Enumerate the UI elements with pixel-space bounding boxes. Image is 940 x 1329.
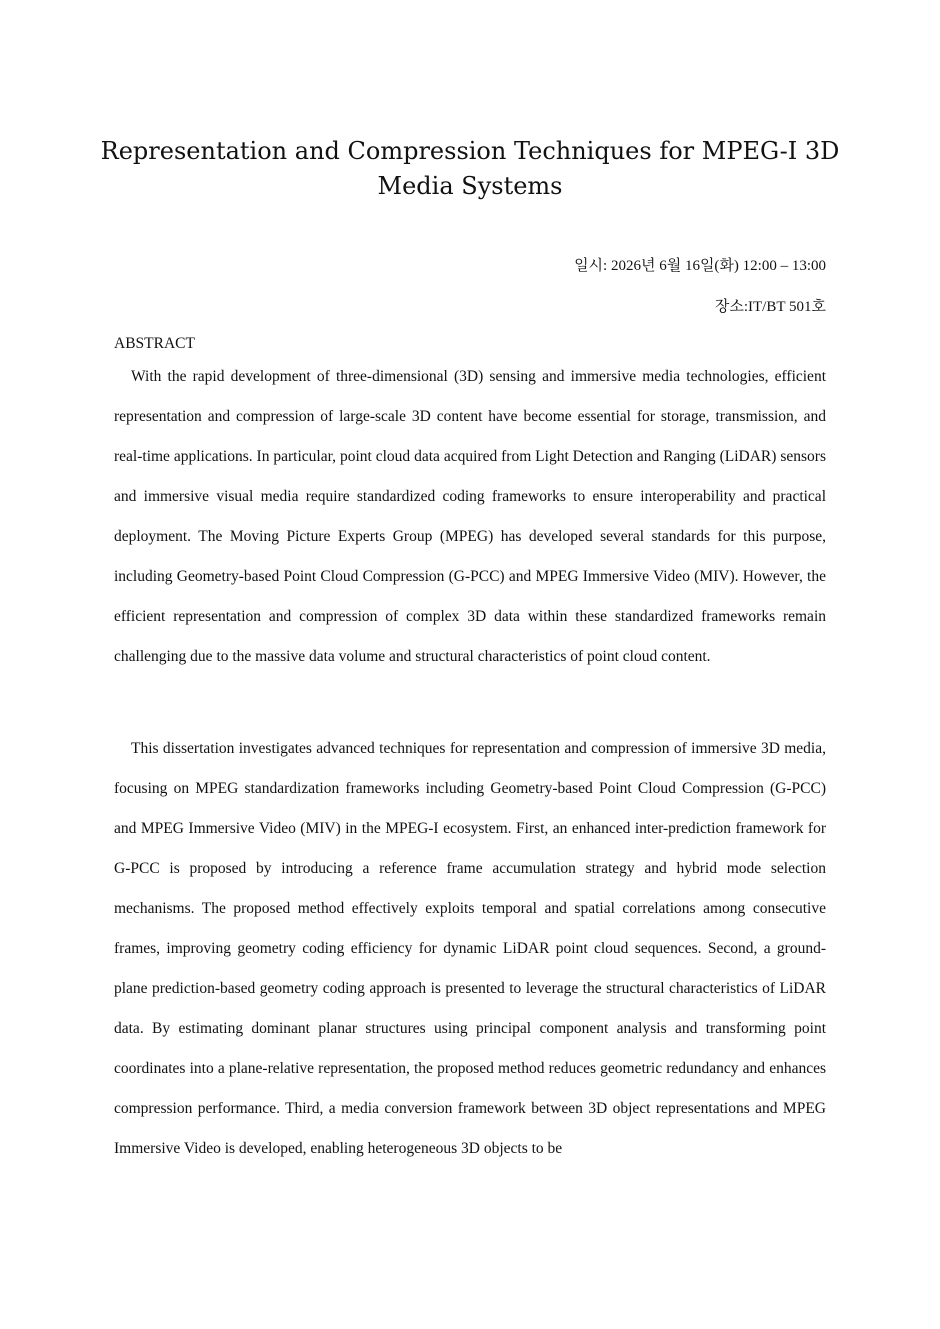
seminar-venue: 장소:IT/BT 501호	[714, 299, 826, 315]
abstract-paragraph-2: This dissertation investigates advanced techniques for representation and compression of immersive 3D media, focusing on MPEG standardization frameworks including Geometry-based Point Cloud Compression (G-PCC) and MPEG Immersive Video (MIV) in the MPEG-I ecosystem. First, an enhanced inter-prediction framework for G-PCC is proposed by introducing a reference frame accumulation strategy and hybrid mode selection mechanisms. The proposed method effectively exploits temporal and spatial correlations among consecutive frames, improving geometry coding efficiency for dynamic LiDAR point cloud sequences. Second, a ground-plane prediction-based geometry coding approach is presented to leverage the structural characteristics of LiDAR data. By estimating dominant planar structures using principal component analysis and transforming point coordinates into a plane-relative representation, the proposed method reduces geometric redundancy and enhances compression performance. Third, a media conversion framework between 3D object representations and MPEG Immersive Video is developed, enabling heterogeneous 3D objects to be	[114, 740, 826, 1157]
abstract-heading: ABSTRACT	[114, 335, 195, 352]
seminar-date-time: 일시: 2026년 6월 16일(화) 12:00 – 13:00	[574, 258, 826, 274]
document-title: Representation and Compression Techniques for MPEG-I 3D Media Systems	[100, 137, 840, 200]
abstract-paragraph-1: With the rapid development of three-dimensional (3D) sensing and immersive media technologies, efficient representation and compression of large-scale 3D content have become essential for storage, transmission, and real-time applications. In particular, point cloud data acquired from Light Detection and Ranging (LiDAR) sensors and immersive visual media require standardized coding frameworks to ensure interoperability and practical deployment. The Moving Picture Experts Group (MPEG) has developed several standards for this purpose, including Geometry-based Point Cloud Compression (G-PCC) and MPEG Immersive Video (MIV). However, the efficient representation and compression of complex 3D data within these standardized frameworks remain challenging due to the massive data volume and structural characteristics of point cloud content.	[114, 368, 826, 665]
